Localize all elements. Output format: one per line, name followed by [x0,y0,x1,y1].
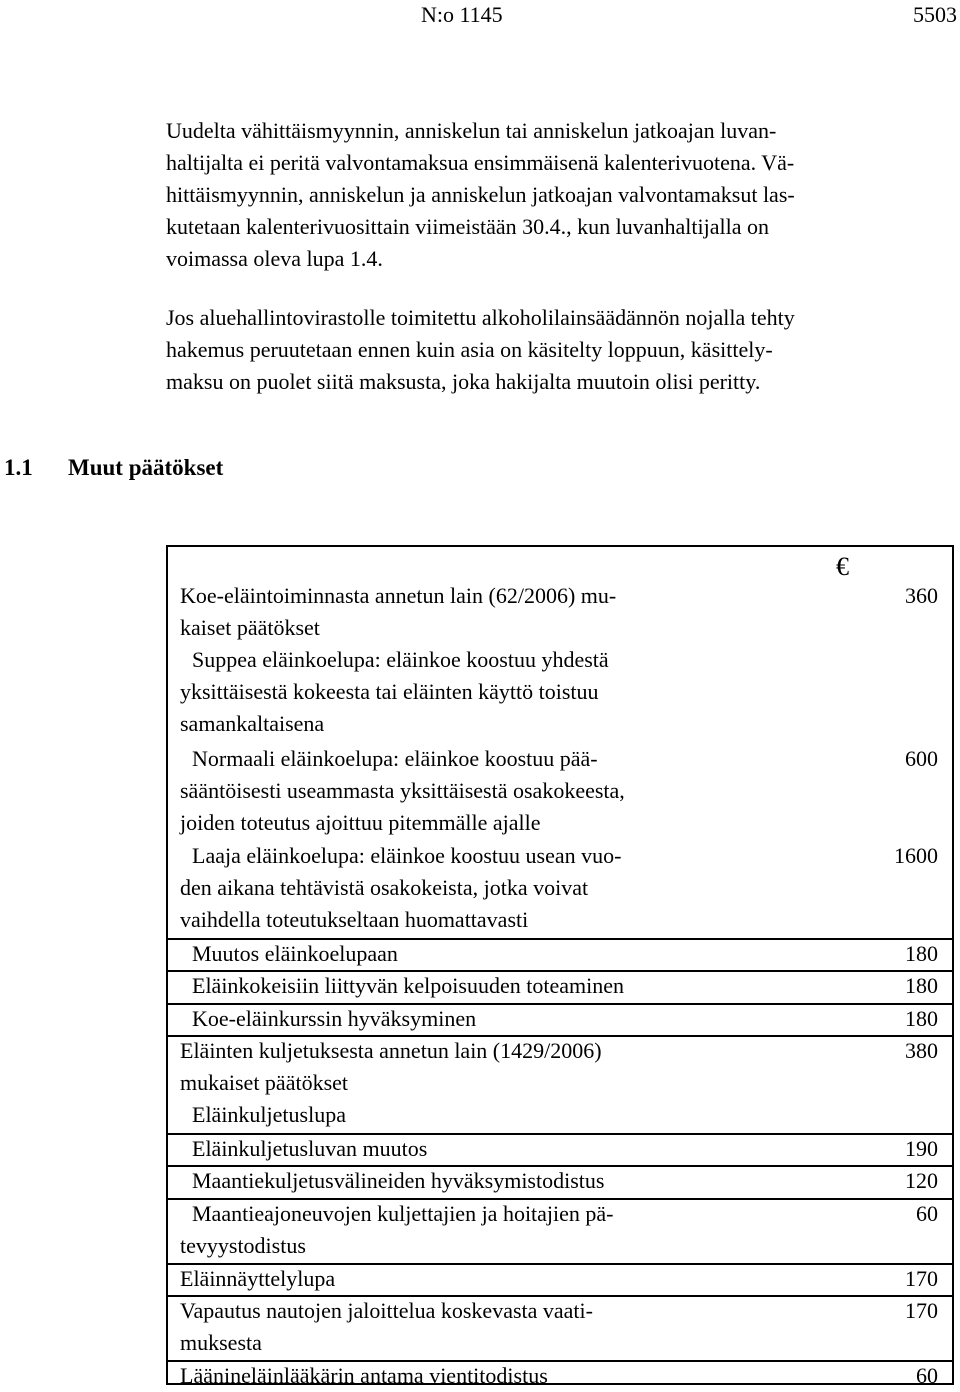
description-line: den aikana tehtävistä osakokeista, jotka voivat [180,875,589,900]
fee-amount: 60 [916,1363,938,1388]
fee-description [180,1263,740,1295]
fee-description [180,840,740,936]
description-line: Koe-eläintoiminnasta annetun lain (62/2006) mu- [180,583,617,608]
fee-amount: 180 [905,1005,938,1031]
fee-amount: 1600 [894,843,938,868]
description-line: Vapautus nautojen jaloittelua koskevasta vaati- [180,1298,593,1323]
fee-description [180,1035,740,1131]
description-line: muksesta [180,1330,262,1355]
fee-amount: 180 [905,973,938,998]
description-line: Eläinkuljetusluvan muutos [192,1135,428,1161]
paragraph-valvontamaksu [166,115,956,275]
fee-description [180,1198,740,1262]
description-line: Suppea eläinkoelupa: eläinkoe koostuu yhdestä [192,647,609,672]
fee-amount: 170 [905,1298,938,1323]
description-line: Maantiekuljetusvälineiden hyväksymistodistus [192,1168,605,1193]
text-line: voimassa oleva lupa 1.4. [166,246,383,271]
section-title: Muut päätökset [68,455,224,480]
fee-amount: 170 [905,1265,938,1291]
page-header-issue: N:o 1145 [421,2,503,27]
description-line: Eläinkuljetuslupa [192,1102,346,1127]
fee-description [180,743,740,839]
description-line: Lääninеläinlääkärin antama vientitodistus [180,1363,548,1388]
fee-description [180,1133,740,1165]
fee-description [180,1003,740,1035]
description-line: Eläinten kuljetuksesta annetun lain (1429/2006) [180,1038,602,1063]
description-line: joiden toteutus ajoittuu pitemmälle ajalle [180,809,541,835]
description-line: Eläinkokeisiin liittyvän kelpoisuuden toteaminen [192,973,624,998]
description-line: sääntöisesti useammasta yksittäisestä osakokeesta, [180,777,625,803]
fee-description [180,580,740,740]
fee-description [180,1165,740,1197]
section-number: 1.1 [4,455,33,480]
paragraph-kasittelymaksu [166,302,956,398]
fee-description [180,1360,740,1392]
fee-description [180,938,740,970]
fee-amount: 60 [916,1200,938,1226]
description-line: vaihdella toteutukseltaan huomattavasti [180,907,529,932]
description-line: Muutos eläinkoelupaan [192,940,398,966]
fee-description [180,1295,740,1359]
text-line: haltijalta ei peritä valvontamaksua ensimmäisenä kalenterivuotena. Vä- [166,150,795,175]
currency-symbol: € [836,552,849,581]
description-line: Laaja eläinkoelupa: eläinkoe koostuu usean vuo- [192,843,622,868]
fee-amount: 120 [905,1168,938,1193]
description-line: mukaiset päätökset [180,1070,349,1095]
fee-amount: 380 [905,1038,938,1063]
fee-amount: 180 [905,940,938,966]
text-line: Jos aluehallintovirastolle toimitettu alkoholilainsäädännön nojalla tehty [166,305,795,330]
text-line: hittäismyynnin, anniskelun ja anniskelun jatkoajan valvontamaksut las- [166,182,795,207]
fee-amount: 360 [905,583,938,608]
text-line: maksu on puolet siitä maksusta, joka hakijalta muutoin olisi peritty. [166,369,761,394]
fee-amount: 600 [905,745,938,771]
text-line: Uudelta vähittäismyynnin, anniskelun tai anniskelun jatkoajan luvan- [166,118,777,143]
page-number: 5503 [913,2,957,27]
description-line: Maantieajoneuvojen kuljettajien ja hoitajien pä- [192,1200,614,1226]
text-line: hakemus peruutetaan ennen kuin asia on käsitelty loppuun, käsittely- [166,337,773,362]
fee-amount: 190 [905,1135,938,1161]
section-heading [4,455,223,481]
text-line: kutetaan kalenterivuosittain viimeistään 30.4., kun luvanhaltijalla on [166,214,770,239]
description-line: yksittäisestä kokeesta tai eläinten käyttö toistuu [180,679,599,704]
description-line: Normaali eläinkoelupa: eläinkoe koostuu pää- [192,745,598,771]
description-line: kaiset päätökset [180,615,320,640]
description-line: Eläinnäyttelylupa [180,1265,336,1291]
description-line: samankaltaisena [180,711,325,736]
description-line: tevyystodistus [180,1232,306,1258]
description-line: Koe-eläinkurssin hyväksyminen [192,1005,477,1031]
fee-description [180,970,740,1002]
